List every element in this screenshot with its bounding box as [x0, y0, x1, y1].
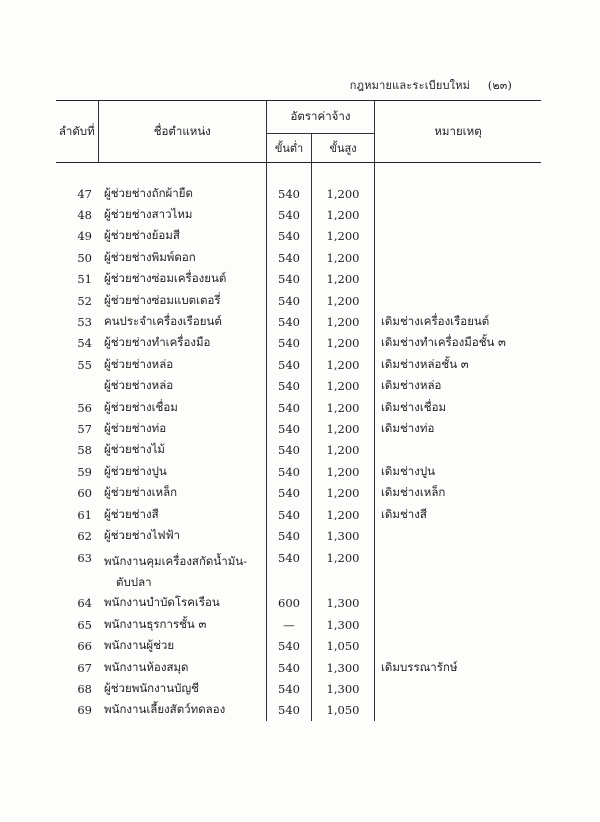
header-wage-rate: อัตราค่าจ้าง: [267, 101, 375, 134]
remark: [375, 226, 542, 247]
position-name: ผู้ช่วยช่างไฟฟ้า: [104, 527, 181, 542]
wage-min: 540: [267, 547, 312, 593]
wage-min: 540: [267, 678, 312, 699]
table-row: [56, 333, 541, 354]
position-name: พนักงานห้องสมุด: [104, 659, 189, 674]
wage-min: 540: [267, 657, 312, 678]
row-number: 66: [77, 639, 92, 654]
remark: เดิมบรรณารักษ์: [375, 657, 542, 678]
wage-min: 540: [267, 333, 312, 354]
wage-max: 1,200: [312, 354, 375, 375]
table-row: [56, 311, 541, 332]
row-number: 60: [77, 486, 92, 501]
wage-min: 540: [267, 311, 312, 332]
table-row: [56, 504, 541, 525]
wage-max: 1,050: [312, 635, 375, 656]
row-number: 68: [77, 681, 92, 696]
position-name: ผู้ช่วยช่างถักผ้ายืด: [104, 185, 193, 200]
position-name: ผู้ช่วยช่างย้อมสี: [104, 228, 180, 243]
remark: [375, 700, 542, 721]
remark: [375, 290, 542, 311]
remark: [375, 440, 542, 461]
row-number: 47: [77, 186, 92, 201]
table-row: [56, 593, 541, 614]
position-name: ผู้ช่วยช่างหล่อ: [104, 356, 174, 371]
wage-min: 540: [267, 354, 312, 375]
table-row: [56, 397, 541, 418]
position-name: ผู้ช่วยช่างพิมพ์ดอก: [104, 249, 196, 264]
row-number: 65: [77, 617, 92, 632]
table-row: [56, 657, 541, 678]
row-number: 49: [77, 229, 92, 244]
remark: [375, 547, 542, 593]
wage-min: 540: [267, 440, 312, 461]
row-number: 61: [77, 507, 92, 522]
row-number: 67: [77, 660, 92, 675]
position-name: ผู้ช่วยช่างเหล็ก: [104, 485, 178, 500]
wage-max: 1,200: [312, 547, 375, 593]
wage-min: 540: [267, 397, 312, 418]
wage-min: 540: [267, 163, 312, 205]
row-number: 48: [77, 208, 92, 223]
remark: [375, 678, 542, 699]
wage-max: 1,200: [312, 290, 375, 311]
wage-min: 540: [267, 418, 312, 439]
remark: เดิมช่างเชื่อม: [375, 397, 542, 418]
wage-max: 1,200: [312, 397, 375, 418]
wage-max: 1,200: [312, 269, 375, 290]
wage-min: 540: [267, 290, 312, 311]
table-row: [56, 418, 541, 439]
remark: เดิมช่างปูน: [375, 461, 542, 482]
page-header: [350, 76, 512, 94]
remark: เดิมช่างหล่อ: [375, 376, 542, 397]
row-number: [56, 376, 98, 397]
position-name: ผู้ช่วยช่างท่อ: [104, 420, 167, 435]
wage-max: 1,050: [312, 700, 375, 721]
header-no: ลำดับที่: [56, 101, 98, 163]
row-number: 57: [77, 421, 92, 436]
wage-max: 1,200: [312, 333, 375, 354]
table-row: [56, 635, 541, 656]
wage-max: 1,200: [312, 418, 375, 439]
page-header-title: กฎหมายและระเบียบใหม่: [349, 79, 471, 92]
table-row: [56, 461, 541, 482]
position-name: ผู้ช่วยช่างไม้: [104, 442, 165, 457]
remark: [375, 635, 542, 656]
wage-max: 1,300: [312, 525, 375, 546]
position-name: ผู้ช่วยช่างเชื่อม: [104, 399, 178, 414]
row-number: 63: [77, 550, 92, 565]
wage-min: 540: [267, 525, 312, 546]
position-name: ผู้ช่วยช่างซ่อมเครื่องยนต์: [104, 271, 227, 286]
row-number: 55: [77, 357, 92, 372]
remark: เดิมช่างหล่อชั้น ๓: [375, 354, 542, 375]
remark: เดิมช่างสี: [375, 504, 542, 525]
table-row: [56, 614, 541, 635]
remark: [375, 269, 542, 290]
row-number: 56: [77, 400, 92, 415]
table-row: [56, 354, 541, 375]
remark: [375, 204, 542, 225]
table-row: [56, 290, 541, 311]
table-row: [56, 700, 541, 721]
remark: เดิมช่างเหล็ก: [375, 482, 542, 503]
position-name: [98, 547, 267, 593]
remark: [375, 247, 542, 268]
wage-min: 540: [267, 269, 312, 290]
position-name: พนักงานเลี้ยงสัตว์ทดลอง: [104, 702, 226, 717]
header-position: ชื่อตำแหน่ง: [98, 101, 267, 163]
table-row: [56, 269, 541, 290]
position-name-line: พนักงานคุมเครื่องสกัดน้ำมัน-: [104, 553, 248, 568]
wage-min: —: [267, 614, 312, 635]
table-row: [56, 247, 541, 268]
header-remarks: หมายเหตุ: [375, 101, 542, 163]
position-name: ผู้ช่วยช่างหล่อ: [104, 378, 174, 393]
wage-min: 540: [267, 635, 312, 656]
row-number: 62: [77, 528, 92, 543]
wage-min: 540: [267, 376, 312, 397]
wage-max: 1,200: [312, 163, 375, 205]
table-row: [56, 376, 541, 397]
table-row: [56, 525, 541, 546]
position-name: พนักงานบำบัดโรคเรือน: [104, 595, 220, 610]
wage-table: [56, 100, 541, 721]
table-row: [56, 204, 541, 225]
wage-max: 1,200: [312, 311, 375, 332]
table-row: [56, 226, 541, 247]
table-row: [56, 482, 541, 503]
position-name: ผู้ช่วยพนักงานบัญชี: [104, 680, 199, 695]
position-name: พนักงานผู้ช่วย: [104, 638, 175, 653]
row-number: 52: [77, 293, 92, 308]
wage-max: 1,200: [312, 226, 375, 247]
remark: เดิมช่างทำเครื่องมือชั้น ๓: [375, 333, 542, 354]
row-number: 50: [77, 250, 92, 265]
remark: [375, 163, 542, 205]
wage-min: 540: [267, 482, 312, 503]
row-number: 53: [77, 315, 92, 330]
remark: เดิมช่างท่อ: [375, 418, 542, 439]
position-name: ผู้ช่วยช่างปูน: [104, 463, 167, 478]
remark: เดิมช่างเครื่องเรือยนต์: [375, 311, 542, 332]
table-row: [56, 163, 541, 205]
wage-max: 1,200: [312, 376, 375, 397]
position-name: ผู้ช่วยช่างซ่อมแบตเตอรี่: [104, 292, 221, 307]
row-number: 64: [77, 596, 92, 611]
header-wage-max: ขั้นสูง: [312, 134, 375, 163]
table-body: [56, 163, 541, 721]
wage-max: 1,200: [312, 204, 375, 225]
row-number: 69: [77, 703, 92, 718]
wage-max: 1,200: [312, 461, 375, 482]
wage-min: 540: [267, 504, 312, 525]
wage-max: 1,300: [312, 657, 375, 678]
header-wage-min: ขั้นต่ำ: [267, 134, 312, 163]
wage-min: 540: [267, 226, 312, 247]
remark: [375, 593, 542, 614]
wage-max: 1,200: [312, 440, 375, 461]
wage-max: 1,200: [312, 504, 375, 525]
row-number: 51: [77, 272, 92, 287]
wage-min: 600: [267, 593, 312, 614]
row-number: 54: [77, 336, 92, 351]
row-number: 58: [77, 443, 92, 458]
wage-min: 540: [267, 700, 312, 721]
remark: [375, 614, 542, 635]
wage-max: 1,200: [312, 247, 375, 268]
wage-max: 1,300: [312, 593, 375, 614]
position-name: ผู้ช่วยช่างทำเครื่องมือ: [104, 335, 211, 350]
position-name: พนักงานธุรการชั้น ๓: [104, 616, 207, 631]
remark: [375, 525, 542, 546]
wage-min: 540: [267, 247, 312, 268]
position-name: ผู้ช่วยช่างสี: [104, 506, 159, 521]
wage-max: 1,300: [312, 678, 375, 699]
wage-min: 540: [267, 461, 312, 482]
page-number: (๒๓): [487, 79, 512, 92]
wage-max: 1,200: [312, 482, 375, 503]
table-row: [56, 678, 541, 699]
position-name-continuation: ตับปลา: [116, 574, 152, 589]
wage-max: 1,300: [312, 614, 375, 635]
position-name: ผู้ช่วยช่างสาวไหม: [104, 207, 193, 222]
table-row: [56, 440, 541, 461]
table-row: [56, 547, 541, 593]
row-number: 59: [77, 464, 92, 479]
wage-min: 540: [267, 204, 312, 225]
position-name: คนประจำเครื่องเรือยนต์: [104, 314, 222, 329]
